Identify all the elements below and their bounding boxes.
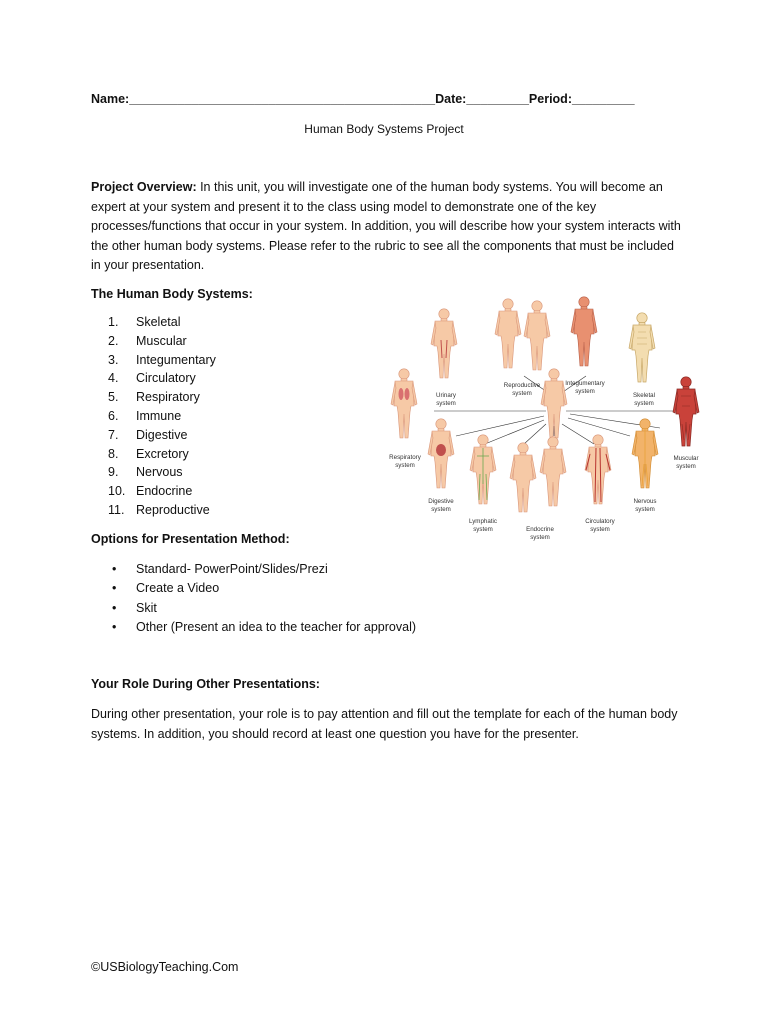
label-nervous-2: system xyxy=(635,506,655,513)
label-endocrine: Endocrine xyxy=(526,526,554,533)
project-overview-paragraph xyxy=(91,178,681,276)
list-item: 9. Nervous xyxy=(108,465,183,480)
skeletal-figure xyxy=(629,313,655,382)
label-respiratory-2: system xyxy=(395,462,415,469)
systems-heading: The Human Body Systems: xyxy=(91,287,253,301)
list-item: 7. Digestive xyxy=(108,427,188,442)
label-digestive-2: system xyxy=(431,506,451,513)
reproductive-figure-male xyxy=(495,299,521,368)
label-lymphatic: Lymphatic xyxy=(469,518,497,525)
digestive-figure xyxy=(428,419,454,488)
label-skeletal: Skeletal xyxy=(632,392,656,399)
list-item: 11. Reproductive xyxy=(108,502,210,517)
list-item: • Standard- PowerPoint/Slides/Prezi xyxy=(112,562,328,576)
endocrine-figure xyxy=(510,443,536,512)
role-paragraph: During other presentation, your role is to pay attention and fill out the template for each of the human body systems. In addition, you should record at least one question you have for the presenter. xyxy=(91,707,678,741)
label-integumentary: Integumentary xyxy=(565,380,605,387)
page-title: Human Body Systems Project xyxy=(304,122,464,136)
nervous-figure xyxy=(632,419,658,488)
project-overview-label: Project Overview: xyxy=(91,180,197,194)
label-digestive: Digestive xyxy=(428,498,454,505)
presentation-options-heading: Options for Presentation Method: xyxy=(91,532,290,546)
list-item: 4. Circulatory xyxy=(108,371,196,386)
list-item: 1. Skeletal xyxy=(108,315,181,329)
circulatory-figure xyxy=(585,435,611,504)
label-skeletal-2: system xyxy=(634,400,654,407)
label-muscular-2: system xyxy=(676,463,696,470)
integumentary-figure xyxy=(571,297,597,366)
label-integumentary-2: system xyxy=(575,388,595,395)
body-systems-svg xyxy=(384,296,712,548)
list-item: • Create a Video xyxy=(112,581,220,596)
body-systems-illustration xyxy=(384,296,712,548)
label-reproductive: Reproductive xyxy=(503,382,541,389)
list-item: 5. Respiratory xyxy=(108,390,200,405)
lymphatic-figure xyxy=(470,435,496,504)
presentation-options-list xyxy=(112,560,416,637)
list-item: 10. Endocrine xyxy=(108,484,193,499)
reproductive-figure-female xyxy=(524,301,550,370)
list-item: 8. Excretory xyxy=(108,446,189,461)
list-item: 3. Integumentary xyxy=(108,352,216,367)
muscular-figure xyxy=(673,377,699,446)
list-item: • Skit xyxy=(112,600,157,615)
endocrine-figure-female xyxy=(540,437,566,506)
label-endocrine-2: system xyxy=(530,534,550,541)
label-nervous: Nervous xyxy=(633,498,657,505)
label-urinary: Urinary xyxy=(436,392,456,399)
urinary-figure xyxy=(431,309,457,378)
systems-list xyxy=(108,313,216,520)
label-circulatory: Circulatory xyxy=(585,518,615,525)
label-lymphatic-2: system xyxy=(473,526,493,533)
label-respiratory: Respiratory xyxy=(389,454,421,461)
label-muscular: Muscular xyxy=(673,455,699,462)
respiratory-figure xyxy=(391,369,417,438)
footer-copyright: ©USBiologyTeaching.Com xyxy=(91,960,239,974)
role-heading: Your Role During Other Presentations: xyxy=(91,677,320,691)
list-item: 6. Immune xyxy=(108,408,182,423)
label-reproductive-2: system xyxy=(512,390,532,397)
list-item: 2. Muscular xyxy=(108,333,187,348)
list-item: • Other (Present an idea to the teacher for approval) xyxy=(112,619,417,634)
name-date-period-line: Name:____________________________________________Date:_________Period:_________ xyxy=(91,92,635,106)
project-overview-text: In this unit, you will investigate one of the human body systems. You will become an expert at your system and present it to the class using model to demonstrate one of the key processes/functions that occur in your system. In addition, you will describe how your system interacts with the other human body systems. Please refer to the rubric to see all the components that must be included in your presentation. xyxy=(91,180,681,272)
label-circulatory-2: system xyxy=(590,526,610,533)
label-urinary-2: system xyxy=(436,400,456,407)
